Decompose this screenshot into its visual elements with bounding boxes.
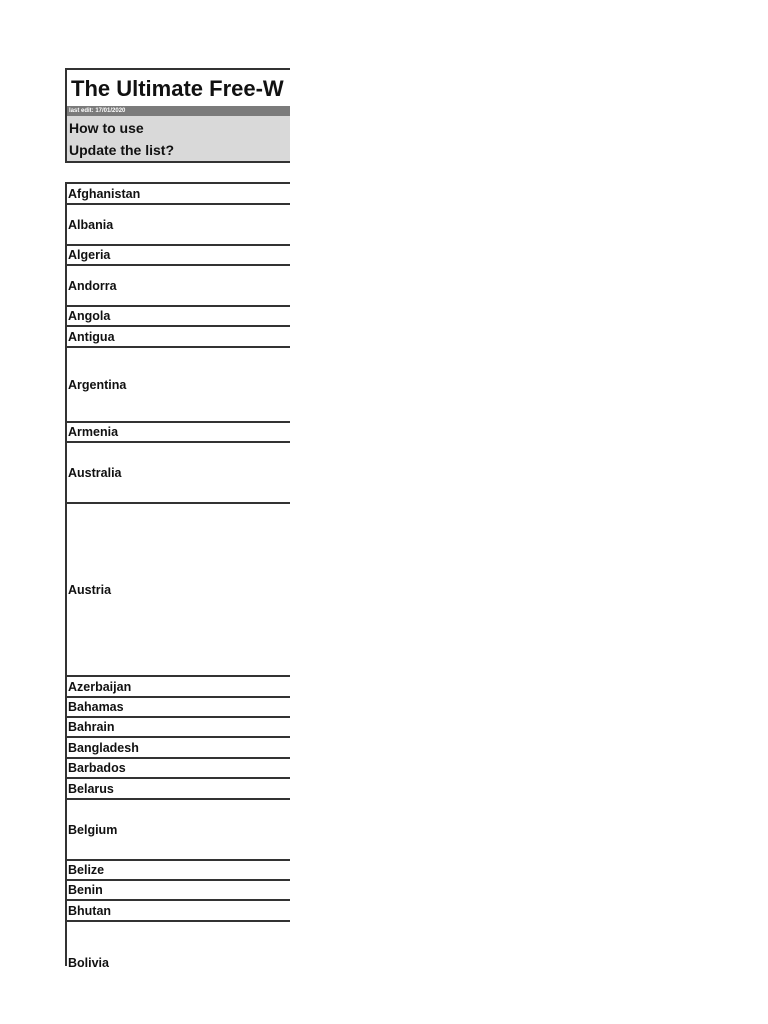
country-row-algeria[interactable] bbox=[67, 246, 290, 266]
country-row-armenia[interactable] bbox=[67, 423, 290, 443]
country-name: Belarus bbox=[68, 781, 114, 796]
country-name: Angola bbox=[68, 309, 111, 323]
last-edit-label: last edit: 17/01/2020 bbox=[69, 108, 126, 114]
last-edit-bar bbox=[65, 106, 290, 116]
country-row-bahamas[interactable] bbox=[67, 698, 290, 718]
country-row-benin[interactable] bbox=[67, 881, 290, 901]
country-name: Azerbaijan bbox=[68, 679, 132, 694]
country-row-belarus[interactable] bbox=[67, 779, 290, 800]
country-name: Bangladesh bbox=[68, 740, 139, 755]
country-row-barbados[interactable] bbox=[67, 759, 290, 779]
country-row-bahrain[interactable] bbox=[67, 718, 290, 738]
country-row-antigua[interactable] bbox=[67, 327, 290, 348]
country-name: Bahrain bbox=[68, 720, 115, 734]
country-name: Argentina bbox=[68, 377, 127, 392]
country-row-belgium[interactable] bbox=[67, 800, 290, 861]
country-name: Andorra bbox=[68, 278, 117, 293]
country-row-andorra[interactable] bbox=[67, 266, 290, 307]
country-row-australia[interactable] bbox=[67, 443, 290, 504]
country-name: Australia bbox=[68, 465, 122, 480]
country-name: Bahamas bbox=[68, 700, 124, 714]
country-name: Armenia bbox=[68, 425, 119, 439]
country-name: Belize bbox=[68, 863, 105, 877]
country-row-albania[interactable] bbox=[67, 205, 290, 246]
update-list-link[interactable]: Update the list? bbox=[69, 142, 175, 158]
sheet-title-cell[interactable] bbox=[65, 68, 290, 106]
country-name: Bhutan bbox=[68, 903, 112, 918]
spreadsheet-view bbox=[65, 68, 290, 970]
country-row-bangladesh[interactable] bbox=[67, 738, 290, 759]
country-name: Bolivia bbox=[68, 956, 109, 970]
country-row-bhutan[interactable] bbox=[67, 901, 290, 922]
country-row-afghanistan[interactable] bbox=[67, 184, 290, 205]
country-name: Barbados bbox=[68, 761, 126, 775]
help-section bbox=[65, 116, 290, 163]
country-name: Algeria bbox=[68, 248, 111, 262]
country-row-angola[interactable] bbox=[67, 307, 290, 327]
country-row-azerbaijan[interactable] bbox=[67, 677, 290, 698]
country-name: Benin bbox=[68, 883, 103, 897]
country-row-austria[interactable] bbox=[67, 504, 290, 677]
sheet-title: The Ultimate Free-W bbox=[71, 76, 284, 101]
country-list bbox=[65, 182, 290, 970]
country-name: Afghanistan bbox=[68, 186, 141, 201]
country-name: Belgium bbox=[68, 822, 118, 837]
country-row-bolivia[interactable] bbox=[67, 922, 290, 970]
country-row-argentina[interactable] bbox=[67, 348, 290, 423]
country-row-belize[interactable] bbox=[67, 861, 290, 881]
country-name: Antigua bbox=[68, 329, 115, 344]
country-name: Austria bbox=[68, 582, 112, 597]
country-name: Albania bbox=[68, 217, 114, 232]
how-to-use-link[interactable]: How to use bbox=[69, 120, 144, 136]
